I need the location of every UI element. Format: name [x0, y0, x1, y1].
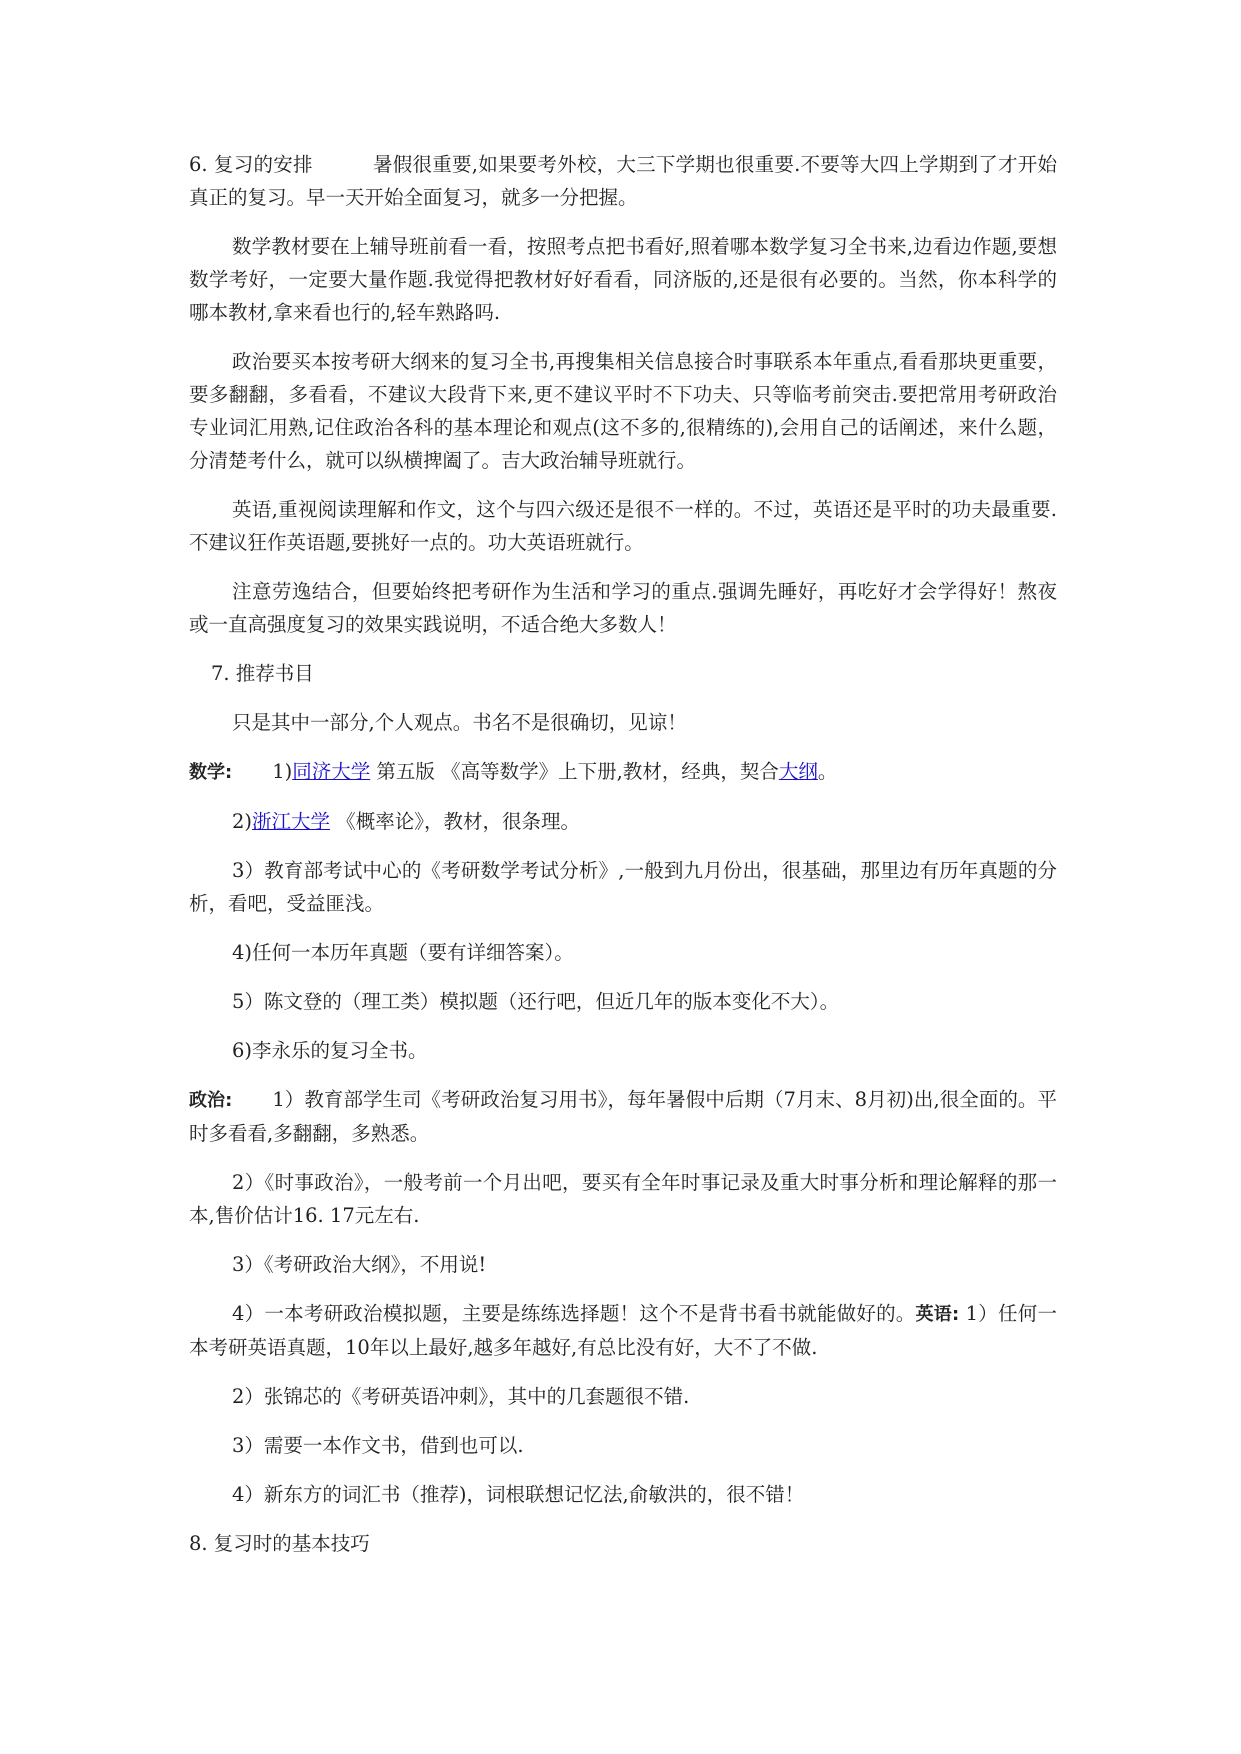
syllabus-link[interactable]: 大纲 — [778, 760, 818, 783]
math-book-3: 3）教育部考试中心的《考研数学考试分析》,一般到九月份出，很基础，那里边有历年真题的分析，看吧，受益匪浅。 — [189, 859, 1057, 915]
zhejiang-link[interactable]: 浙江大学 — [252, 810, 331, 833]
english-book-2: 2）张锦芯的《考研英语冲刺》，其中的几套题很不错. — [232, 1385, 690, 1408]
tongji-link[interactable]: 同济大学 — [292, 760, 371, 783]
document-page — [189, 148, 1057, 1576]
math-book-1-end: 。 — [817, 760, 838, 783]
math-book-2 — [189, 805, 1057, 838]
section-8-heading: 8. 复习时的基本技巧 — [189, 1532, 370, 1555]
politics-book-1-text: 1）教育部学生司《考研政治复习用书》，每年暑假中后期（7月末、8月初)出,很全面的。平时多看看,多翻翻，多熟悉。 — [189, 1088, 1057, 1145]
english-label: 英语: — [915, 1304, 960, 1325]
section-6-intro: 暑假很重要,如果要考外校，大三下学期也很重要.不要等大四上学期到了才开始真正的复习。早一天开始全面复习，就多一分把握。 — [189, 153, 1057, 209]
section-6 — [189, 148, 1057, 214]
math-book-2-num: 2) — [232, 810, 253, 833]
politics-book-4 — [189, 1297, 1057, 1364]
paragraph-politics: 政治要买本按考研大纲来的复习全书,再搜集相关信息接合时事联系本年重点,看看那块更重要，要多翻翻，多看看，不建议大段背下来,更不建议平时不下功夫、只等临考前突击.要把常用考研政治专业词汇用熟,记住政治各科的基本理论和观点(这不多的,很精练的),会用自己的话阐述，来什么题，分清楚考什么，就可以纵横捭阖了。吉大政治辅导班就行。 — [189, 350, 1057, 472]
politics-book-3: 3）《考研政治大纲》，不用说! — [232, 1253, 487, 1276]
paragraph-math: 数学教材要在上辅导班前看一看，按照考点把书看好,照着哪本数学复习全书来,边看边作题,要想数学考好，一定要大量作题.我觉得把教材好好看看，同济版的,还是很有必要的。当然，你本科学的哪本教材,拿来看也行的,轻车熟路吗. — [189, 235, 1057, 324]
section-7-note: 只是其中一部分,个人观点。书名不是很确切，见谅！ — [232, 711, 687, 734]
english-book-1: 1）任何一本考研英语真题，10年以上最好,越多年越好,有总比没有好，大不了不做. — [189, 1302, 1057, 1359]
math-book-4: 4)任何一本历年真题（要有详细答案）。 — [232, 941, 574, 964]
section-7-heading: 7. 推荐书目 — [211, 662, 314, 685]
english-book-3: 3）需要一本作文书，借到也可以. — [232, 1434, 524, 1457]
english-book-4: 4）新东方的词汇书（推荐)，词根联想记忆法,俞敏洪的，很不错！ — [232, 1483, 805, 1506]
politics-book-1 — [189, 1083, 1057, 1150]
math-book-1-num: 1) — [272, 760, 293, 783]
math-book-1 — [189, 755, 1057, 789]
politics-book-4-text: 4）一本考研政治模拟题，主要是练练选择题！这个不是背书看书就能做好的。 — [232, 1302, 916, 1325]
math-book-1-text: 第五版 《高等数学》上下册,教材，经典，契合 — [370, 760, 779, 783]
politics-book-2: 2）《时事政治》，一般考前一个月出吧，要买有全年时事记录及重大时事分析和理论解释的那一本,售价估计16. 17元左右. — [189, 1171, 1057, 1227]
politics-label: 政治: — [189, 1090, 233, 1111]
math-book-6: 6)李永乐的复习全书。 — [232, 1039, 428, 1062]
paragraph-balance: 注意劳逸结合，但要始终把考研作为生活和学习的重点.强调先睡好，再吃好才会学得好！熬夜或一直高强度复习的效果实践说明，不适合绝大多数人！ — [189, 580, 1057, 636]
math-book-5: 5）陈文登的（理工类）模拟题（还行吧，但近几年的版本变化不大）。 — [232, 990, 840, 1013]
section-6-heading: 6. 复习的安排 — [189, 153, 313, 176]
math-book-2-text: 《概率论》，教材，很条理。 — [330, 810, 580, 833]
paragraph-english: 英语,重视阅读理解和作文，这个与四六级还是很不一样的。不过，英语还是平时的功夫最重要.不建议狂作英语题,要挑好一点的。功大英语班就行。 — [189, 498, 1057, 554]
math-label: 数学: — [189, 762, 233, 783]
